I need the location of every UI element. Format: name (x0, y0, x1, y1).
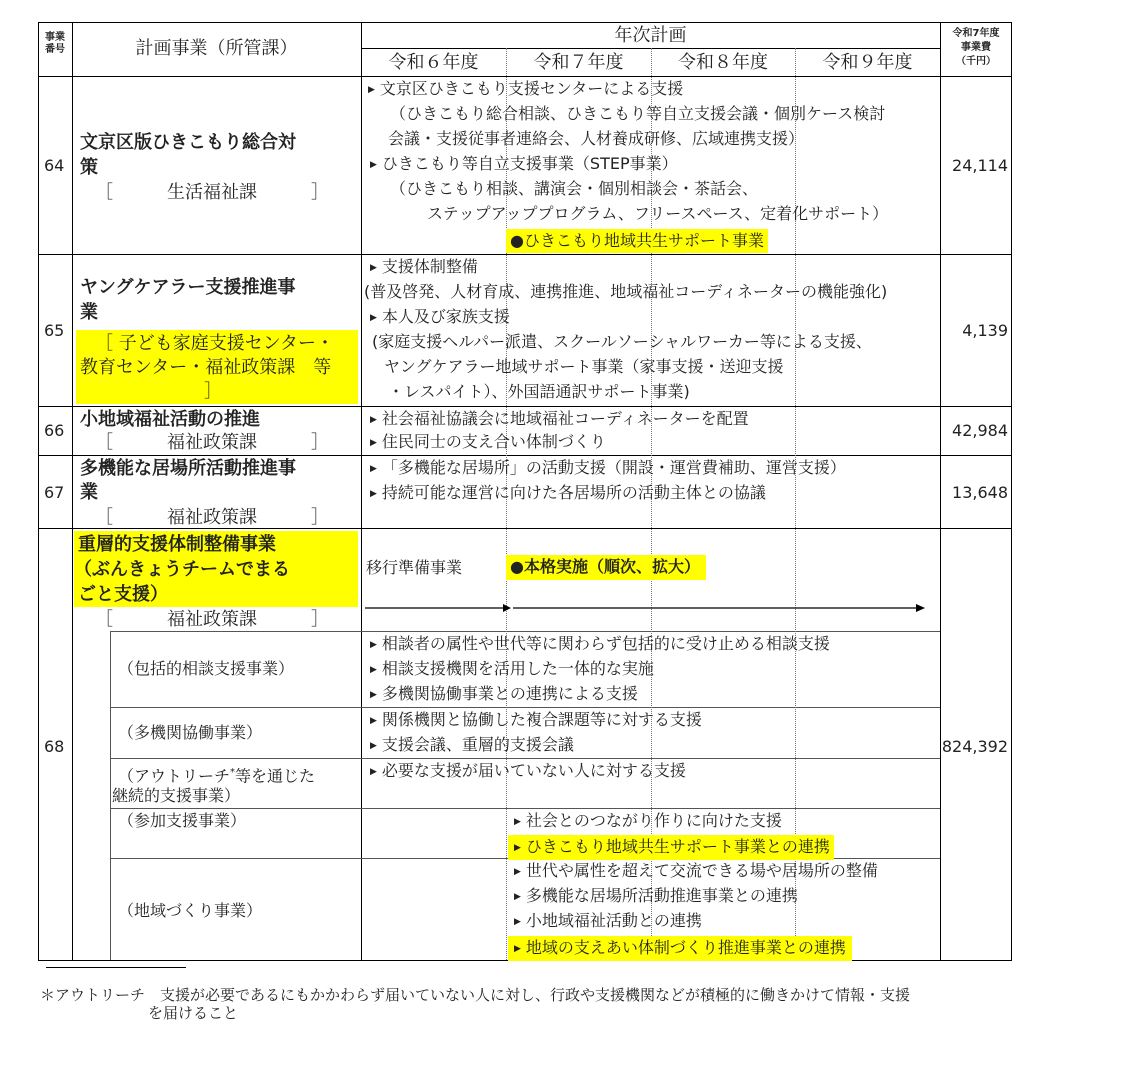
header-annual-plan: 年次計画 (614, 25, 687, 46)
row-68-cost: 824,392 (941, 737, 1008, 756)
row-64-dept: ［ 生活福祉課 ］ (95, 182, 329, 203)
transition-arrow-head (503, 604, 511, 612)
row-67-line: ▶ 「多機能な居場所」の活動支援（開設・運営費補助、運営支援） (370, 458, 846, 477)
row-68-title: 重層的支援体制整備事業 (78, 534, 276, 555)
sub-line: ▶ 支援会議、重層的支援会議 (370, 735, 574, 754)
row-67-title-2: 業 (80, 482, 98, 503)
row-64-cost: 24,114 (952, 156, 1008, 175)
row-68-title-2: （ぶんきょうチームでまる (74, 559, 290, 580)
row-66-dept: ［ 福祉政策課 ］ (95, 432, 329, 453)
sub-outreach-2: 継続的支援事業） (112, 786, 241, 805)
row-65-dept-3: ］ (204, 381, 222, 402)
row-68-title-3: ごと支援） (78, 584, 168, 605)
sub-multi-agency: （多機関協働事業） (118, 723, 263, 742)
row-65-title-2: 業 (80, 302, 98, 323)
sub-line: ▶ 必要な支援が届いていない人に対する支援 (370, 761, 686, 780)
header-year-8: 令和８年度 (678, 52, 768, 73)
sub-line: ▶ 相談支援機関を活用した一体的な実施 (370, 659, 654, 678)
header-cost-label: 令和7年度 事業費 （千円） (952, 28, 1000, 67)
header-no-label: 事業 番号 (45, 32, 65, 55)
row-65-line: (普及啓発、人材育成、連携推進、地域福祉コーディネーターの機能強化) (364, 282, 888, 301)
row-64-title: 文京区版ひきこもり総合対 (80, 132, 296, 153)
row-67-cost: 13,648 (952, 483, 1008, 502)
row-65-dept: ［ 子ども家庭支援センター・ (95, 333, 335, 354)
row-65-cost: 4,139 (962, 321, 1008, 340)
sub-line: ▶ 世代や属性を超えて交流できる場や居場所の整備 (514, 861, 878, 880)
sub-line: ▶ 多機能な居場所活動推進事業との連携 (514, 886, 798, 905)
row-66-line: ▶ 社会福祉協議会に地域福祉コーディネーターを配置 (370, 409, 749, 428)
row-68-full-implementation: ●本格実施（順次、拡大） (506, 555, 706, 580)
sub-line: ▶ 相談者の属性や世代等に関わらず包括的に受け止める相談支援 (370, 634, 830, 653)
row-68-dept: ［ 福祉政策課 ］ (95, 609, 329, 630)
row-65-line: (家庭支援ヘルパー派遣、スクールソーシャルワーカー等による支援、 (372, 332, 872, 351)
row-65-line: ヤングケアラー地域サポート事業（家事支援・送迎支援 (384, 357, 784, 376)
row-64-highlight: ●ひきこもり地域共生サポート事業 (506, 229, 768, 253)
row-67-line: ▶ 持続可能な運営に向けた各居場所の活動主体との協議 (370, 483, 766, 502)
sub-line: ▶ 小地域福祉活動との連携 (514, 911, 702, 930)
row-65-line: ・レスパイト）、外国語通訳サポート事業) (388, 382, 690, 401)
row-65-line: ▶ 本人及び家族支援 (370, 307, 510, 326)
row-64-line: ▶ ひきこもり等自立支援事業（STEP事業） (370, 154, 678, 173)
sub-line-highlight: ▶ ひきこもり地域共生サポート事業との連携 (508, 835, 834, 860)
row-66-title: 小地域福祉活動の推進 (80, 409, 260, 430)
sub-community: （地域づくり事業） (118, 901, 263, 920)
row-66-line: ▶ 住民同士の支え合い体制づくり (370, 432, 606, 451)
sub-line: ▶ 多機関協働事業との連携による支援 (370, 684, 638, 703)
header-year-9: 令和９年度 (822, 52, 913, 73)
header-year-7: 令和７年度 (533, 52, 624, 73)
row-65-dept-2: 教育センター・福祉政策課 等 (80, 357, 332, 378)
footnote-line-2: を届けること (148, 1004, 239, 1022)
row-68-transition: 移行準備事業 (366, 558, 463, 577)
footnote-rule (46, 967, 186, 968)
full-arrow-head (916, 604, 925, 612)
sub-comprehensive-consultation: （包括的相談支援事業） (118, 659, 295, 678)
sub-line: ▶ 関係機関と協働した複合課題等に対する支援 (370, 710, 702, 729)
row-64-line: 会議・支援従事者連絡会、人材養成研修、広域連携支援） (388, 129, 805, 148)
row-67-no: 67 (44, 483, 65, 502)
row-65-line: ▶ 支援体制整備 (370, 257, 478, 276)
sub-line: ▶ 社会とのつながり作りに向けた支援 (514, 811, 782, 830)
row-66-no: 66 (44, 421, 65, 440)
sub-participation: （参加支援事業） (118, 811, 247, 830)
row-65-title: ヤングケアラー支援推進事 (80, 277, 296, 298)
row-64-title-2: 策 (80, 157, 98, 178)
sub-outreach: （アウトリーチ*等を通じた (118, 766, 316, 786)
row-68-no: 68 (44, 737, 65, 756)
row-64-line: ▶ 文京区ひきこもり支援センターによる支援 (368, 79, 684, 98)
row-64-line: ステップアッププログラム、フリースペース、定着化サポート） (427, 204, 889, 223)
timeline-arrows (361, 600, 940, 616)
row-66-cost: 42,984 (952, 421, 1008, 440)
row-64-line: （ひきこもり相談、講演会・個別相談会・茶話会、 (390, 179, 759, 198)
header-year-6: 令和６年度 (388, 52, 479, 73)
row-64-no: 64 (44, 156, 65, 175)
row-64-line: （ひきこもり総合相談、ひきこもり等自立支援会議・個別ケース検討 (390, 104, 886, 123)
header-project-label: 計画事業（所管課） (135, 38, 298, 59)
row-67-title: 多機能な居場所活動推進事 (80, 458, 296, 479)
sub-line-highlight: ▶ 地域の支えあい体制づくり推進事業との連携 (508, 936, 852, 961)
row-67-dept: ［ 福祉政策課 ］ (95, 507, 329, 528)
footnote-line-1: ＊アウトリーチ 支援が必要であるにもかかわらず届いていない人に対し、行政や支援機関などが積極的に働きかけて情報・支援 (40, 986, 911, 1004)
row-65-no: 65 (44, 321, 65, 340)
